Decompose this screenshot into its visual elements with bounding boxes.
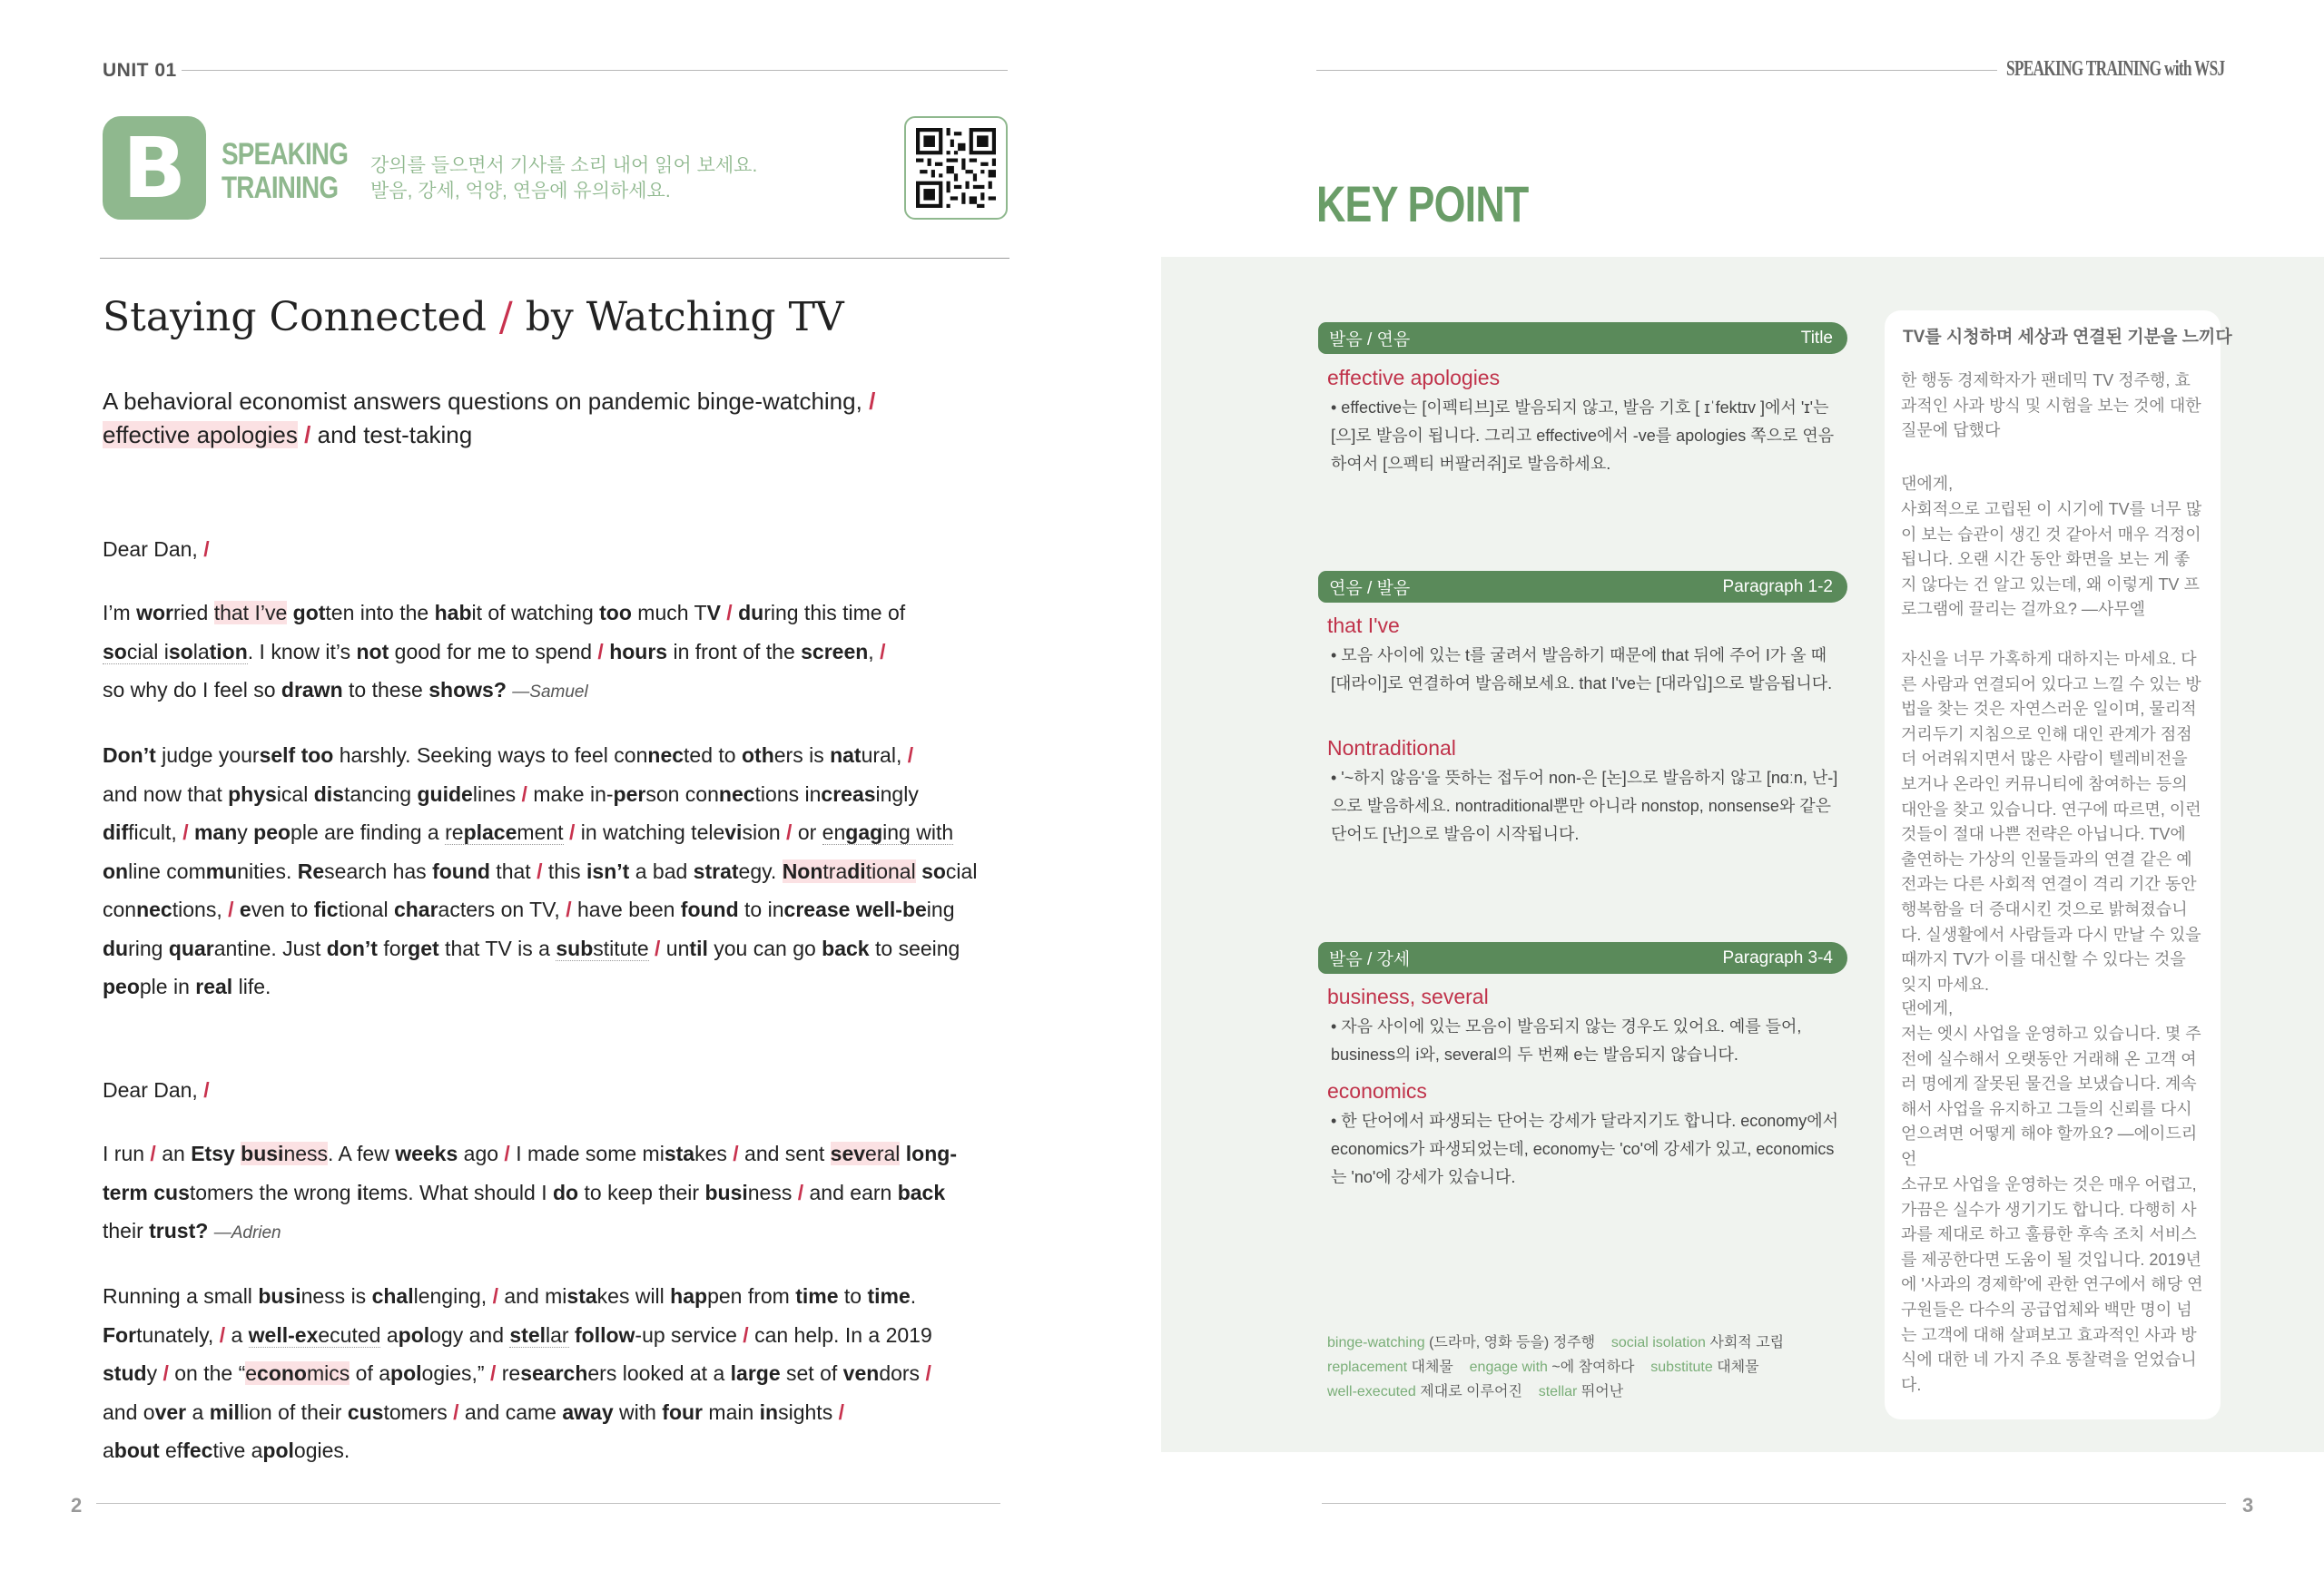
vocab-word: social isolation bbox=[1610, 1335, 1706, 1350]
translation-greeting-1: 댄에게, bbox=[1901, 475, 1954, 493]
pause-slash: / bbox=[869, 388, 876, 415]
letter-1: I’m worried that I’ve gotten into the habit of watching too much TV / during this time of social isolation. I know it’s not good for me to spend / hours in front of the screen, / so why do I feel so drawn to these shows? —Samuel bbox=[103, 601, 906, 702]
brand-title: SPEAKING TRAINING with WSJ bbox=[2006, 57, 2225, 81]
article-subtitle bbox=[103, 385, 1010, 452]
header-divider-right bbox=[1316, 70, 1997, 71]
vocab-meaning: ~에 참여하다 bbox=[1551, 1360, 1635, 1375]
subtitle-part1: A behavioral economist answers questions on pandemic binge-watching, bbox=[103, 388, 862, 415]
translation-answer-1: 자신을 너무 가혹하게 대하지는 마세요. 다른 사람과 연결되어 있다고 느낄 수 있는 방법을 찾는 것은 자연스러운 일이며, 물리적 거리두기 지침으로 인해 대인 관계가 점점 더 어려워지면서 많은 사람이 텔레비전을 보거나 온라인 커뮤니티에 참여하는 등의 대안을 찾고 있습니다. 연구에 따르면, 이런 것들이 절대 나쁜 전략은 아닙니다. TV에 출연하는 가상의 인물들과의 연결 같은 예전과는 다른 사회적 연결이 격리 기간 동안 행복함을 더 증대시킨 것으로 밝혀졌습니다. 실생활에서 사람들과 다시 만날 수 있을 때까지 TV가 이를 대신할 수 있다는 것을 잊지 마세요. bbox=[1901, 650, 2201, 994]
point-note: • '~하지 않음'을 뜻하는 접두어 non-은 [논]으로 발음하지 않고 [nɑːn, 난-]으로 발음하세요. nontraditional뿐만 아니라 nonstop, nonsense와 같은 단어도 [난]으로 발음이 시작됩니다. bbox=[1331, 769, 1838, 843]
point-note: • effective는 [이펙티브]로 발음되지 않고, 발음 기호 [ ɪˈfektɪv ]에서 'ɪ'는 [으]로 발음이 됩니다. 그리고 effective에서 -ve를 apologies 쪽으로 연음하여서 [으펙티 버팔러쥐]로 발음하세요. bbox=[1331, 398, 1835, 473]
translation-answer-2: 소규모 사업을 운영하는 것은 매우 어렵고, 가끔은 실수가 생기기도 합니다. 다행히 사과를 제대로 하고 훌륭한 후속 조치 서비스를 제공한다면 도움이 될 것입니다. 2019년에 '사과의 경제학'에 관한 연구에서 해당 연구원들은 다수의 공급업체와 백만 명이 넘는 고객에 대해 살펴보고 효과적인 사과 방식에 대한 네 가지 주요 통찰력을 얻었습니다. bbox=[1901, 1175, 2203, 1394]
vocab-meaning: 사회적 고립 bbox=[1709, 1335, 1785, 1350]
page-number-left: 2 bbox=[71, 1494, 83, 1517]
key-point-heading: KEY POINT bbox=[1316, 175, 1529, 232]
point-word: that I've bbox=[1327, 614, 1400, 637]
section-title-line1: SPEAKING bbox=[222, 137, 349, 172]
instruction-line2: 발음, 강세, 억양, 연음에 유의하세요. bbox=[370, 181, 671, 201]
unit-label: UNIT 01 bbox=[103, 60, 177, 81]
vocab-meaning: 뛰어난 bbox=[1581, 1384, 1624, 1399]
point-word: business, several bbox=[1327, 985, 1489, 1008]
greeting-2 bbox=[103, 1071, 1015, 1110]
footer-divider-right bbox=[1322, 1503, 2226, 1504]
answer-2: Running a small business is challenging, / and mistakes will happen from time to time. Fortunately, / a well-executed apology and stellar follow-up service / can help. In a 2019 study / on the “economics of apologies,” / researchers looked at a large set of vendors / and over a million of their customers / and came away with four main insights / about effective apologies. bbox=[103, 1284, 932, 1462]
section-instructions bbox=[370, 153, 757, 204]
vocab-word: engage with bbox=[1469, 1360, 1548, 1375]
point-header-3 bbox=[1318, 942, 1847, 974]
translation-letter-1: 사회적으로 고립된 이 시기에 TV를 너무 많이 보는 습관이 생긴 것 같아서 매우 걱정이 됩니다. 오랜 시간 동안 화면을 보는 게 좋지 않다는 건 알고 있는데, 왜 이렇게 TV 프로그램에 끌리는 걸까요? —사무엘 bbox=[1901, 500, 2202, 619]
translation-title: TV를 시청하며 세상과 연결된 기분을 느끼다 bbox=[1903, 328, 2232, 347]
pause-slash: / bbox=[498, 294, 526, 340]
greeting-text: Dear Dan, bbox=[103, 1078, 198, 1102]
letter-2: I run / an Etsy business. A few weeks ago / I made some mistakes / and sent several long- term customers the wrong items. What should I do to keep their business / and earn back their trust? —Adrien bbox=[103, 1142, 957, 1242]
point-location: Title bbox=[1800, 328, 1833, 348]
footer-divider-left bbox=[96, 1503, 1000, 1504]
article-title-rest: by Watching TV bbox=[525, 294, 844, 340]
point-word: effective apologies bbox=[1327, 366, 1501, 389]
point-location: Paragraph 1-2 bbox=[1722, 576, 1833, 596]
page-number-right: 3 bbox=[2242, 1494, 2254, 1517]
point-category: 연음 / 발음 bbox=[1329, 579, 1411, 598]
pause-slash: / bbox=[203, 1078, 210, 1102]
header-divider bbox=[182, 70, 1008, 71]
vocab-meaning: (드라마, 영화 등을) 정주행 bbox=[1429, 1335, 1596, 1350]
instruction-line1: 강의를 들으면서 기사를 소리 내어 읽어 보세요. bbox=[370, 155, 758, 176]
point-category: 발음 / 강세 bbox=[1329, 950, 1411, 969]
vocab-meaning: 제대로 이루어진 bbox=[1420, 1384, 1522, 1399]
point-category: 발음 / 연음 bbox=[1329, 330, 1411, 349]
point-word: Nontraditional bbox=[1327, 736, 1456, 760]
qr-code[interactable] bbox=[904, 116, 1008, 220]
vocab-word: stellar bbox=[1538, 1384, 1578, 1399]
point-location: Paragraph 3-4 bbox=[1722, 948, 1833, 967]
answer-1: Don’t judge yourself too harshly. Seeking ways to feel connected to others is natural, / and now that physical distancing guidelines / make in-person connections increasingly difficult, / many people are finding a replacement / in watching television / or engaging with online communities. Research has found that / this isn’t a bad strategy. Nontraditional social connections, / even to fictional characters on TV, / have been found to increase well-being during quarantine. Just don’t forget that TV is a substitute / until you can go back to seeing people in real life. bbox=[103, 743, 978, 998]
article-title bbox=[103, 294, 844, 340]
point-word: economics bbox=[1327, 1079, 1427, 1103]
qr-code-icon bbox=[916, 128, 996, 208]
point-note: • 자음 사이에 있는 모음이 발음되지 않는 경우도 있어요. 예를 들어, business의 i와, several의 두 번째 e는 발음되지 않습니다. bbox=[1331, 1017, 1802, 1064]
point-note: • 한 단어에서 파생되는 단어는 강세가 달라지기도 합니다. economy에서 economics가 파생되었는데, economy는 'co'에 강세가 있고, economics는 'no'에 강세가 있습니다. bbox=[1331, 1112, 1839, 1186]
title-divider bbox=[100, 258, 1009, 259]
pause-slash: / bbox=[304, 421, 311, 448]
section-title bbox=[222, 138, 348, 205]
vocab-word: binge-watching bbox=[1327, 1335, 1425, 1350]
vocab-meaning: 대체물 bbox=[1411, 1360, 1453, 1375]
translation-greeting-2: 댄에게, bbox=[1901, 999, 1954, 1017]
translation-intro: 한 행동 경제학자가 팬데믹 TV 정주행, 효과적인 사과 방식 및 시험을 보는 것에 대한 질문에 답했다 bbox=[1901, 371, 2201, 440]
vocab-word: well-executed bbox=[1327, 1384, 1416, 1399]
vocabulary-list bbox=[1327, 1331, 1836, 1404]
section-badge: B bbox=[103, 116, 206, 220]
subtitle-part2: effective apologies bbox=[103, 421, 298, 448]
point-note: • 모음 사이에 있는 t를 굴려서 발음하기 때문에 that 뒤에 주어 I가 올 때 [대라이]로 연결하여 발음해보세요. that I've는 [대라입]으로 발음됩니다. bbox=[1331, 646, 1833, 692]
section-title-line2: TRAINING bbox=[222, 171, 339, 205]
vocab-meaning: 대체물 bbox=[1717, 1360, 1759, 1375]
pause-slash: / bbox=[203, 537, 210, 561]
greeting-1 bbox=[103, 530, 1015, 569]
greeting-text: Dear Dan, bbox=[103, 537, 198, 561]
letter-signature: —Adrien bbox=[213, 1223, 281, 1242]
translation-letter-2: 저는 엣시 사업을 운영하고 있습니다. 몇 주 전에 실수해서 오랫동안 거래해 온 고객 여러 명에게 잘못된 물건을 보냈습니다. 계속해서 사업을 유지하고 그들의 신뢰를 다시 얻으려면 어떻게 해야 할까요? —에이드리언 bbox=[1901, 1025, 2201, 1168]
subtitle-part3: and test-taking bbox=[317, 421, 473, 448]
vocab-word: replacement bbox=[1327, 1360, 1408, 1375]
vocab-word: substitute bbox=[1650, 1360, 1713, 1375]
point-header-2 bbox=[1318, 571, 1847, 603]
letter-signature: —Samuel bbox=[512, 682, 588, 702]
point-header-1 bbox=[1318, 322, 1847, 354]
article-title-main: Staying Connected bbox=[103, 294, 487, 340]
